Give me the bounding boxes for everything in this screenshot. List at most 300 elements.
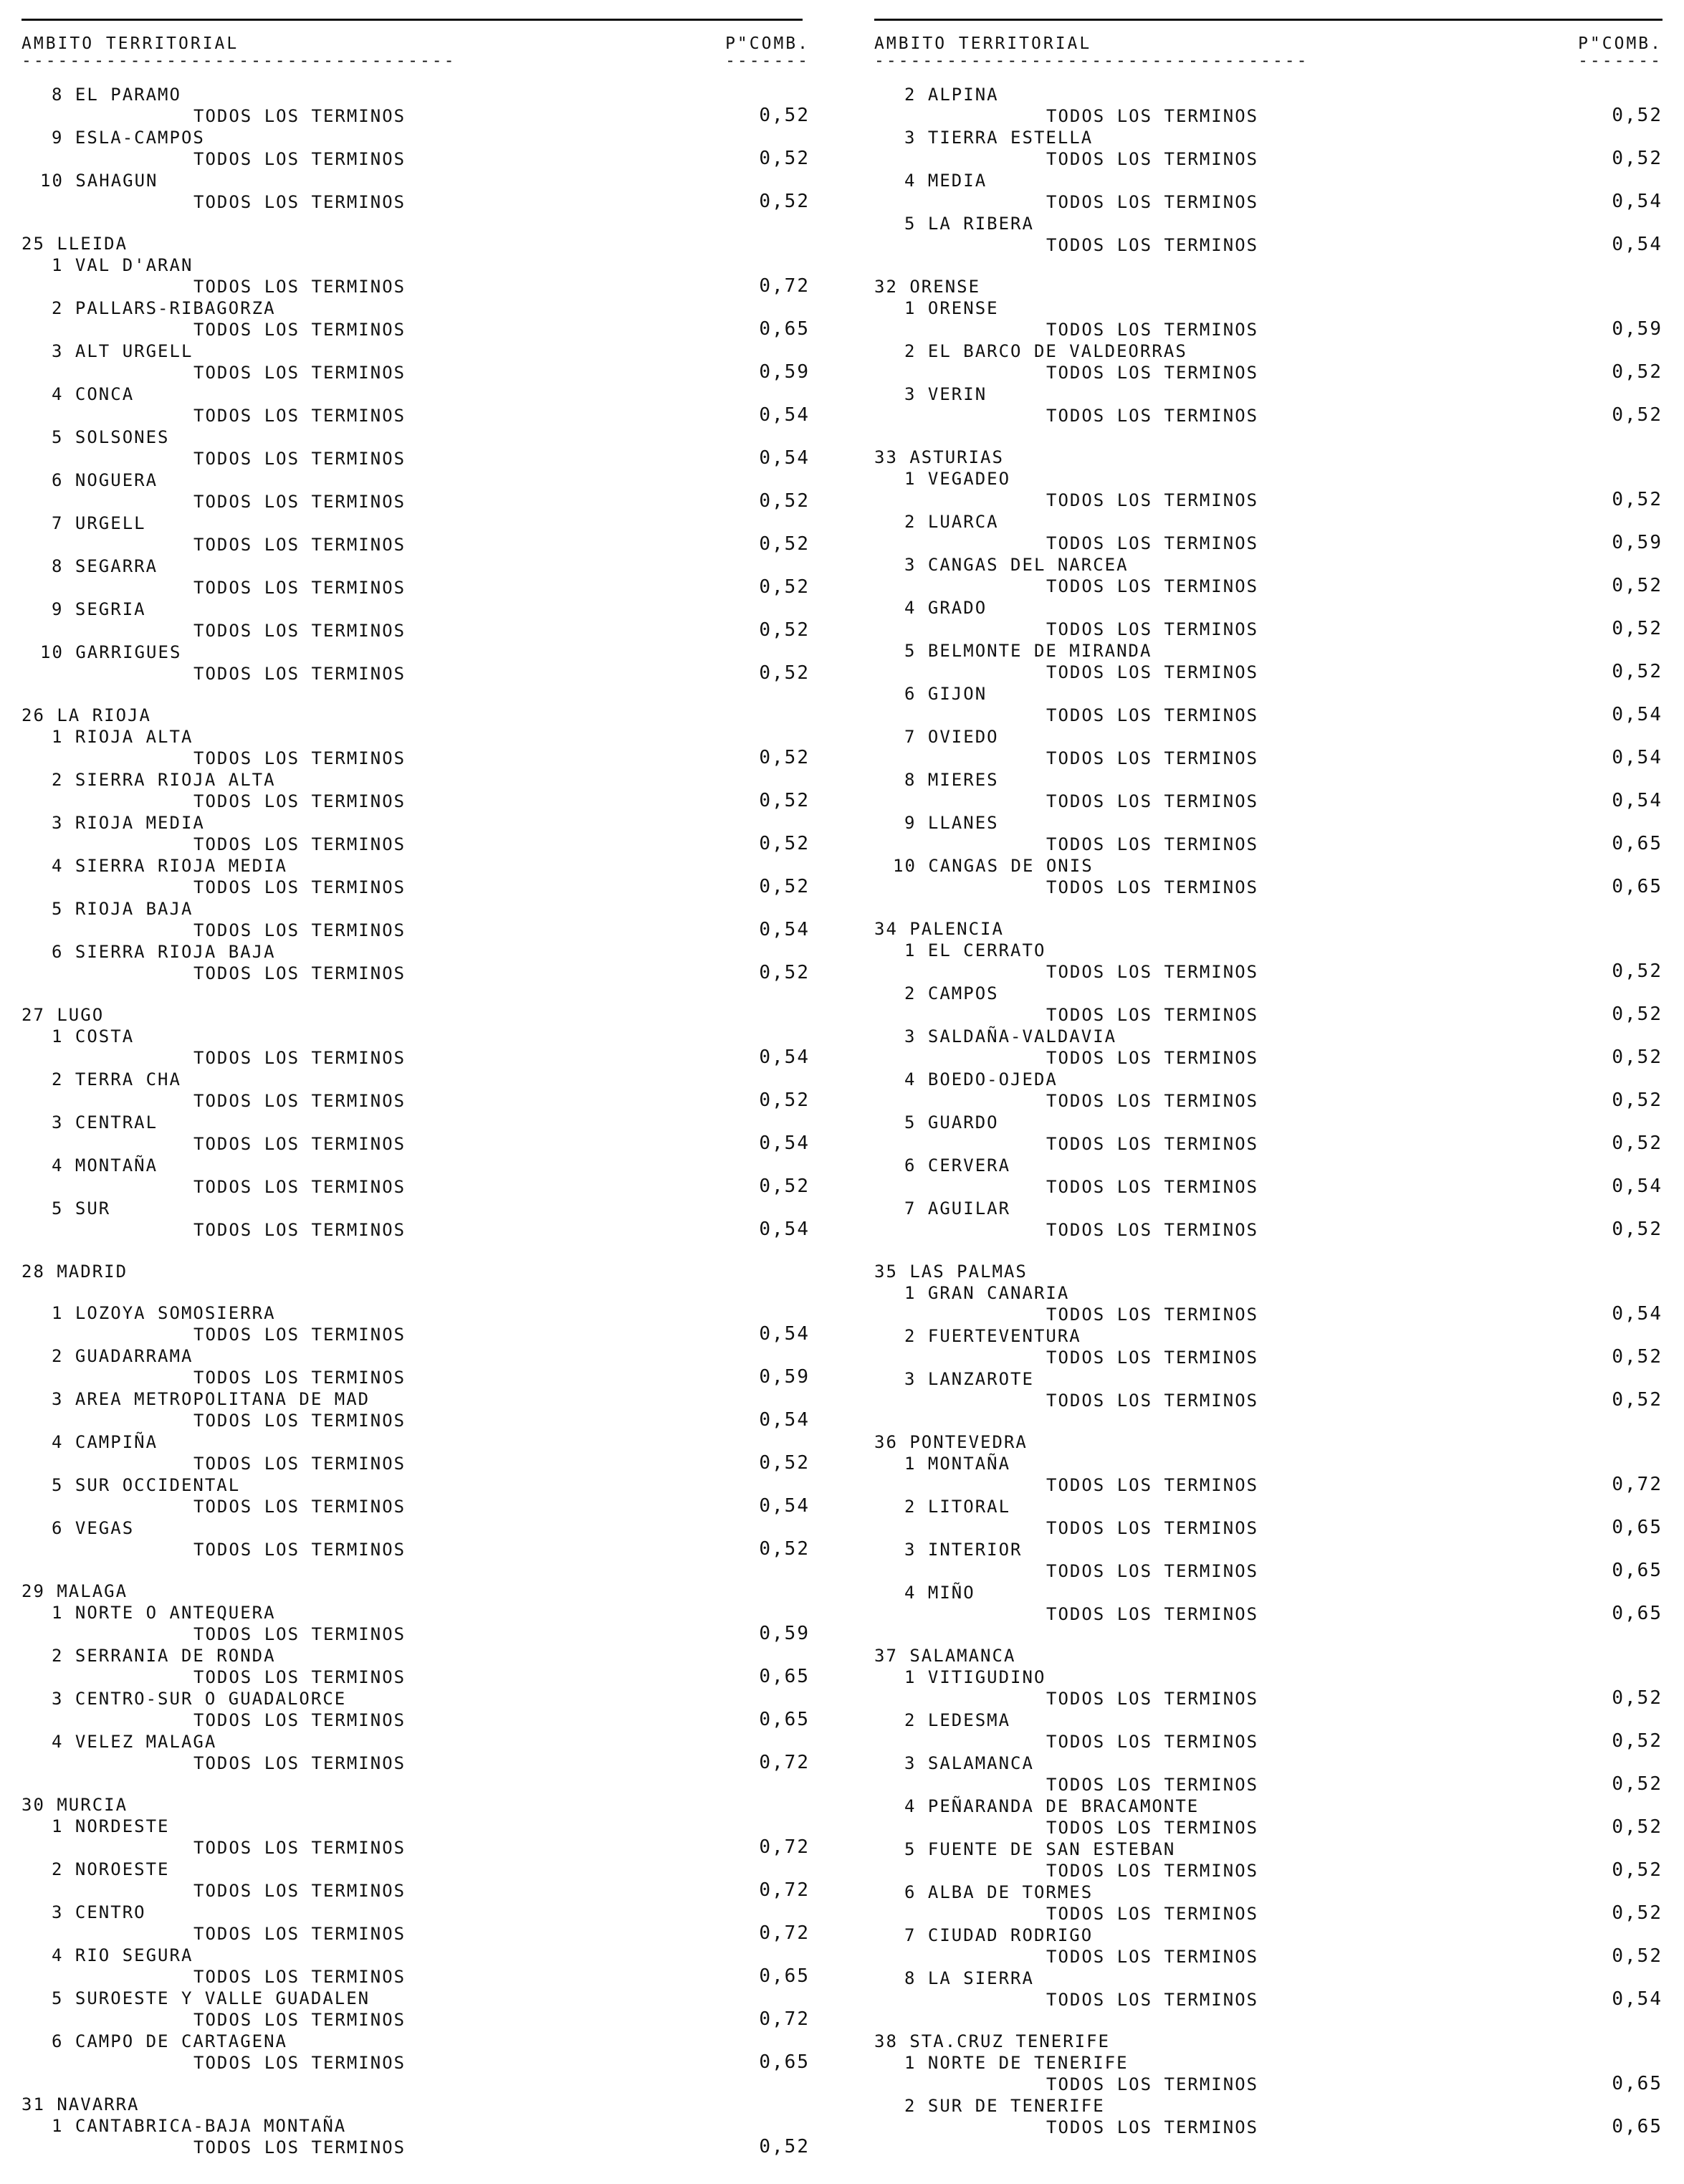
term-row <box>21 1411 817 1432</box>
term-label: TODOS LOS TERMINOS <box>193 1497 406 1517</box>
term-label: TODOS LOS TERMINOS <box>193 920 406 940</box>
term-row <box>21 149 817 171</box>
district-row <box>21 513 817 535</box>
term-label: TODOS LOS TERMINOS <box>193 1177 406 1197</box>
district-label: 9 SEGRIA <box>52 599 146 619</box>
pcomb-value: 0,54 <box>759 1323 810 1345</box>
district-row <box>874 641 1670 662</box>
term-label: TODOS LOS TERMINOS <box>193 1540 406 1560</box>
district-row <box>874 1026 1670 1048</box>
term-row <box>21 2010 817 2031</box>
term-label: TODOS LOS TERMINOS <box>193 877 406 897</box>
term-label: TODOS LOS TERMINOS <box>1046 662 1259 682</box>
term-label: TODOS LOS TERMINOS <box>1046 748 1259 768</box>
term-label: TODOS LOS TERMINOS <box>193 1220 406 1240</box>
term-label: TODOS LOS TERMINOS <box>1046 1048 1259 1068</box>
term-label: TODOS LOS TERMINOS <box>1046 235 1259 255</box>
district-label: 1 VEGADEO <box>904 469 1011 489</box>
pcomb-value: 0,54 <box>759 1409 810 1431</box>
header-pcomb: P"COMB. <box>725 34 810 53</box>
district-label: 1 NORDESTE <box>52 1816 170 1836</box>
district-row <box>21 1026 817 1048</box>
term-label: TODOS LOS TERMINOS <box>1046 1518 1259 1538</box>
district-label: 1 MONTAÑA <box>904 1454 1011 1474</box>
term-row <box>21 1540 817 1561</box>
district-label: 4 SIERRA RIOJA MEDIA <box>52 856 287 876</box>
header-dash-right: ------- <box>725 52 810 70</box>
province-heading <box>21 685 817 727</box>
term-label: TODOS LOS TERMINOS <box>193 1624 406 1644</box>
term-row <box>874 576 1670 598</box>
term-row <box>874 791 1670 813</box>
pcomb-value: 0,52 <box>1612 1003 1663 1025</box>
province-heading <box>21 985 817 1026</box>
pcomb-value: 0,52 <box>759 962 810 983</box>
term-label: TODOS LOS TERMINOS <box>1046 1990 1259 2010</box>
term-row <box>21 791 817 813</box>
term-row <box>874 1861 1670 1882</box>
province-name: 28 MADRID <box>21 1262 128 1282</box>
district-label: 7 AGUILAR <box>904 1198 1011 1219</box>
province-name: 38 STA.CRUZ TENERIFE <box>874 2031 1110 2051</box>
pcomb-value: 0,52 <box>759 1176 810 1197</box>
district-label: 4 BOEDO-OJEDA <box>904 1069 1058 1089</box>
pcomb-value: 0,65 <box>1612 876 1663 897</box>
pcomb-value: 0,72 <box>759 1922 810 1944</box>
pcomb-value: 0,52 <box>759 662 810 684</box>
pcomb-value: 0,52 <box>759 533 810 555</box>
term-row <box>21 1497 817 1518</box>
pcomb-value: 0,52 <box>1612 1346 1663 1368</box>
district-label: 5 SOLSONES <box>52 427 170 447</box>
district-row <box>21 856 817 877</box>
district-row <box>874 2096 1670 2117</box>
header-pcomb: P"COMB. <box>1578 34 1663 53</box>
term-row <box>874 1689 1670 1710</box>
pcomb-value: 0,59 <box>759 361 810 383</box>
term-label: TODOS LOS TERMINOS <box>193 1091 406 1111</box>
district-row <box>874 1968 1670 1990</box>
province-heading <box>21 2074 817 2116</box>
term-label: TODOS LOS TERMINOS <box>193 1325 406 1345</box>
district-row <box>21 85 817 106</box>
term-label: TODOS LOS TERMINOS <box>1046 576 1259 596</box>
district-label: 5 SUROESTE Y VALLE GUADALEN <box>52 1988 370 2008</box>
district-label: 5 FUENTE DE SAN ESTEBAN <box>904 1839 1176 1859</box>
term-label: TODOS LOS TERMINOS <box>1046 1348 1259 1368</box>
term-row <box>21 363 817 384</box>
district-label: 1 GRAN CANARIA <box>904 1283 1070 1303</box>
district-row <box>874 813 1670 834</box>
term-row <box>21 748 817 770</box>
pcomb-value: 0,52 <box>1612 1089 1663 1111</box>
term-row <box>21 1838 817 1859</box>
pcomb-value: 0,54 <box>1612 1303 1663 1325</box>
district-label: 2 PALLARS-RIBAGORZA <box>52 298 276 318</box>
term-row <box>21 535 817 556</box>
district-label: 2 FUERTEVENTURA <box>904 1326 1081 1346</box>
district-label: 2 TERRA CHA <box>52 1069 181 1089</box>
term-label: TODOS LOS TERMINOS <box>193 1838 406 1858</box>
district-row <box>21 1646 817 1667</box>
district-row <box>21 942 817 963</box>
district-row <box>21 1603 817 1624</box>
pcomb-value: 0,52 <box>759 105 810 126</box>
district-label: 3 CENTRO-SUR O GUADALORCE <box>52 1689 347 1709</box>
district-label: 1 ORENSE <box>904 298 999 318</box>
district-label: 4 PEÑARANDA DE BRACAMONTE <box>904 1796 1200 1816</box>
term-label: TODOS LOS TERMINOS <box>1046 1861 1259 1881</box>
term-label: TODOS LOS TERMINOS <box>1046 1775 1259 1795</box>
district-row <box>21 1732 817 1753</box>
district-row <box>21 341 817 363</box>
province-heading <box>874 2011 1670 2053</box>
district-row <box>874 298 1670 320</box>
pcomb-value: 0,52 <box>1612 575 1663 596</box>
district-label: 3 SALAMANCA <box>904 1753 1034 1773</box>
district-row <box>874 171 1670 192</box>
province-heading <box>21 1241 817 1283</box>
term-label: TODOS LOS TERMINOS <box>193 406 406 426</box>
district-row <box>21 556 817 578</box>
term-row <box>874 2074 1670 2096</box>
top-rule <box>21 19 803 21</box>
header-dash-left: ------------------------------------ <box>874 52 1309 70</box>
term-label: TODOS LOS TERMINOS <box>1046 1561 1259 1581</box>
term-label: TODOS LOS TERMINOS <box>1046 106 1259 126</box>
pcomb-value: 0,59 <box>1612 318 1663 340</box>
term-label: TODOS LOS TERMINOS <box>1046 1732 1259 1752</box>
pcomb-value: 0,52 <box>1612 361 1663 383</box>
pcomb-value: 0,65 <box>759 318 810 340</box>
term-row <box>21 664 817 685</box>
term-label: TODOS LOS TERMINOS <box>193 1134 406 1154</box>
term-row <box>874 1391 1670 1412</box>
term-row <box>21 1881 817 1902</box>
district-row <box>874 598 1670 619</box>
district-row <box>21 384 817 406</box>
pcomb-value: 0,52 <box>759 1452 810 1474</box>
pcomb-value: 0,52 <box>1612 1389 1663 1411</box>
term-label: TODOS LOS TERMINOS <box>193 1411 406 1431</box>
district-row <box>874 1839 1670 1861</box>
pcomb-value: 0,54 <box>1612 704 1663 725</box>
pcomb-value: 0,52 <box>759 1089 810 1111</box>
pcomb-value: 0,54 <box>759 1219 810 1240</box>
province-name: 37 SALAMANCA <box>874 1646 1016 1666</box>
district-label: 6 CAMPO DE CARTAGENA <box>52 2031 287 2051</box>
pcomb-value: 0,52 <box>1612 1687 1663 1709</box>
pcomb-value: 0,52 <box>1612 489 1663 510</box>
pcomb-value: 0,52 <box>759 2136 810 2157</box>
district-row <box>874 1925 1670 1947</box>
term-label: TODOS LOS TERMINOS <box>193 2053 406 2073</box>
pcomb-value: 0,65 <box>759 2051 810 2073</box>
column-body <box>21 85 817 2159</box>
pcomb-value: 0,65 <box>1612 1603 1663 1624</box>
district-label: 3 CANGAS DEL NARCEA <box>904 555 1129 575</box>
district-row <box>21 255 817 277</box>
district-label: 3 ALT URGELL <box>52 341 193 361</box>
term-label: TODOS LOS TERMINOS <box>193 192 406 212</box>
pcomb-value: 0,65 <box>759 1666 810 1687</box>
term-label: TODOS LOS TERMINOS <box>1046 1904 1259 1924</box>
term-row <box>21 277 817 298</box>
term-label: TODOS LOS TERMINOS <box>193 149 406 169</box>
district-label: 1 RIOJA ALTA <box>52 727 193 747</box>
term-row <box>874 363 1670 384</box>
term-row <box>874 1775 1670 1796</box>
district-label: 8 MIERES <box>904 770 999 790</box>
term-row <box>21 1177 817 1198</box>
district-label: 2 GUADARRAMA <box>52 1346 193 1366</box>
district-row <box>21 2116 817 2137</box>
pcomb-value: 0,72 <box>759 1836 810 1858</box>
term-label: TODOS LOS TERMINOS <box>193 1967 406 1987</box>
term-row <box>874 1561 1670 1583</box>
district-label: 3 TIERRA ESTELLA <box>904 128 1094 148</box>
term-row <box>874 1990 1670 2011</box>
district-label: 1 LOZOYA SOMOSIERRA <box>52 1303 276 1323</box>
term-row <box>21 1091 817 1112</box>
pcomb-value: 0,54 <box>759 919 810 940</box>
term-label: TODOS LOS TERMINOS <box>193 791 406 811</box>
pcomb-value: 0,52 <box>1612 1902 1663 1924</box>
province-name: 29 MALAGA <box>21 1581 128 1601</box>
pcomb-value: 0,59 <box>759 1366 810 1388</box>
pcomb-value: 0,65 <box>759 1709 810 1730</box>
district-row <box>874 2053 1670 2074</box>
province-heading <box>21 1775 817 1816</box>
district-label: 3 SALDAÑA-VALDAVIA <box>904 1026 1117 1046</box>
pcomb-value: 0,65 <box>1612 1517 1663 1538</box>
district-label: 8 LA SIERRA <box>904 1968 1034 1988</box>
district-row <box>874 856 1670 877</box>
district-label: 4 MIÑO <box>904 1583 975 1603</box>
district-row <box>874 1283 1670 1305</box>
term-row <box>874 1134 1670 1155</box>
pcomb-value: 0,59 <box>759 1623 810 1644</box>
term-label: TODOS LOS TERMINOS <box>1046 1091 1259 1111</box>
district-label: 3 CENTRAL <box>52 1112 158 1132</box>
district-row <box>21 1816 817 1838</box>
district-row <box>874 983 1670 1005</box>
district-row <box>874 469 1670 490</box>
term-row <box>874 1818 1670 1839</box>
district-label: 1 CANTABRICA-BAJA MONTAÑA <box>52 2116 347 2136</box>
term-label: TODOS LOS TERMINOS <box>193 449 406 469</box>
district-label: 2 SUR DE TENERIFE <box>904 2096 1105 2116</box>
district-label: 4 MONTAÑA <box>52 1155 158 1176</box>
term-row <box>874 748 1670 770</box>
term-label: TODOS LOS TERMINOS <box>1046 1391 1259 1411</box>
term-label: TODOS LOS TERMINOS <box>1046 619 1259 639</box>
term-label: TODOS LOS TERMINOS <box>1046 1134 1259 1154</box>
term-row <box>874 1348 1670 1369</box>
district-row <box>21 1198 817 1220</box>
province-name: 36 PONTEVEDRA <box>874 1432 1028 1452</box>
district-label: 5 GUARDO <box>904 1112 999 1132</box>
pcomb-value: 0,54 <box>1612 1988 1663 2010</box>
district-label: 2 ALPINA <box>904 85 999 105</box>
term-row <box>874 1091 1670 1112</box>
header-ambito: AMBITO TERRITORIAL <box>21 34 239 53</box>
term-row <box>21 492 817 513</box>
province-name: 25 LLEIDA <box>21 234 128 254</box>
term-label: TODOS LOS TERMINOS <box>1046 1604 1259 1624</box>
pcomb-value: 0,52 <box>1612 1816 1663 1838</box>
term-label: TODOS LOS TERMINOS <box>193 621 406 641</box>
term-row <box>874 1518 1670 1540</box>
district-row <box>874 770 1670 791</box>
pcomb-value: 0,54 <box>1612 1176 1663 1197</box>
province-name: 27 LUGO <box>21 1005 105 1025</box>
term-label: TODOS LOS TERMINOS <box>193 834 406 854</box>
district-label: 8 SEGARRA <box>52 556 158 576</box>
term-label: TODOS LOS TERMINOS <box>1046 791 1259 811</box>
district-label: 3 RIOJA MEDIA <box>52 813 205 833</box>
district-label: 6 SIERRA RIOJA BAJA <box>52 942 276 962</box>
district-row <box>21 1069 817 1091</box>
district-row <box>874 512 1670 533</box>
term-row <box>21 1624 817 1646</box>
district-label: 9 LLANES <box>904 813 999 833</box>
province-heading <box>874 427 1670 469</box>
term-row <box>21 1325 817 1346</box>
district-row <box>874 1882 1670 1904</box>
district-label: 1 VAL D'ARAN <box>52 255 193 275</box>
district-row <box>21 727 817 748</box>
term-row <box>21 2137 817 2159</box>
pcomb-value: 0,65 <box>1612 2116 1663 2137</box>
term-label: TODOS LOS TERMINOS <box>193 1368 406 1388</box>
district-row <box>874 1454 1670 1475</box>
district-row <box>874 1326 1670 1348</box>
pcomb-value: 0,52 <box>759 1538 810 1560</box>
pcomb-value: 0,54 <box>1612 191 1663 212</box>
district-label: 1 EL CERRATO <box>904 940 1046 960</box>
term-row <box>874 406 1670 427</box>
term-label: TODOS LOS TERMINOS <box>193 1710 406 1730</box>
term-row <box>874 1305 1670 1326</box>
district-row <box>874 1112 1670 1134</box>
district-row <box>874 1198 1670 1220</box>
pcomb-value: 0,72 <box>1612 1474 1663 1495</box>
district-label: 7 URGELL <box>52 513 146 533</box>
term-label: TODOS LOS TERMINOS <box>1046 834 1259 854</box>
district-row <box>21 1112 817 1134</box>
district-row <box>874 1667 1670 1689</box>
district-row <box>874 1710 1670 1732</box>
district-row <box>874 1540 1670 1561</box>
district-row <box>21 128 817 149</box>
district-row <box>21 899 817 920</box>
district-label: 1 NORTE DE TENERIFE <box>904 2053 1129 2073</box>
pcomb-value: 0,52 <box>759 490 810 512</box>
term-row <box>21 406 817 427</box>
spacer <box>21 1283 817 1303</box>
pcomb-value: 0,52 <box>759 576 810 598</box>
term-row <box>21 320 817 341</box>
district-row <box>874 384 1670 406</box>
term-row <box>874 1475 1670 1497</box>
district-row <box>21 1389 817 1411</box>
district-label: 4 MEDIA <box>904 171 987 191</box>
pcomb-value: 0,52 <box>759 619 810 641</box>
term-row <box>21 877 817 899</box>
pcomb-value: 0,54 <box>759 404 810 426</box>
pcomb-value: 0,54 <box>1612 747 1663 768</box>
district-label: 10 SAHAGUN <box>40 171 158 191</box>
pcomb-value: 0,52 <box>759 747 810 768</box>
term-label: TODOS LOS TERMINOS <box>1046 1475 1259 1495</box>
province-name: 33 ASTURIAS <box>874 447 1004 467</box>
term-label: TODOS LOS TERMINOS <box>1046 2117 1259 2137</box>
term-row <box>21 192 817 214</box>
province-name: 31 NAVARRA <box>21 2094 140 2114</box>
district-label: 6 CERVERA <box>904 1155 1011 1176</box>
term-label: TODOS LOS TERMINOS <box>1046 705 1259 725</box>
district-label: 2 CAMPOS <box>904 983 999 1003</box>
pcomb-value: 0,59 <box>1612 532 1663 553</box>
district-row <box>21 1303 817 1325</box>
term-row <box>21 1753 817 1775</box>
term-label: TODOS LOS TERMINOS <box>1046 877 1259 897</box>
term-row <box>874 320 1670 341</box>
province-heading <box>21 1561 817 1603</box>
term-row <box>874 533 1670 555</box>
term-label: TODOS LOS TERMINOS <box>1046 1177 1259 1197</box>
district-label: 6 ALBA DE TORMES <box>904 1882 1094 1902</box>
district-row <box>874 1796 1670 1818</box>
term-label: TODOS LOS TERMINOS <box>193 748 406 768</box>
term-row <box>21 106 817 128</box>
term-row <box>874 662 1670 684</box>
term-label: TODOS LOS TERMINOS <box>193 2010 406 2030</box>
pcomb-value: 0,52 <box>1612 618 1663 639</box>
district-row <box>21 642 817 664</box>
district-label: 7 CIUDAD RODRIGO <box>904 1925 1094 1945</box>
province-name: 32 ORENSE <box>874 277 981 297</box>
district-row <box>21 1475 817 1497</box>
term-label: TODOS LOS TERMINOS <box>193 1048 406 1068</box>
pcomb-value: 0,72 <box>759 1879 810 1901</box>
district-row <box>21 770 817 791</box>
term-row <box>874 235 1670 257</box>
district-label: 2 EL BARCO DE VALDEORRAS <box>904 341 1187 361</box>
term-label: TODOS LOS TERMINOS <box>1046 533 1259 553</box>
term-row <box>874 106 1670 128</box>
district-row <box>21 599 817 621</box>
district-label: 3 INTERIOR <box>904 1540 1023 1560</box>
district-row <box>874 128 1670 149</box>
province-heading <box>874 1412 1670 1454</box>
pcomb-value: 0,65 <box>1612 1560 1663 1581</box>
term-row <box>874 1005 1670 1026</box>
district-row <box>21 1432 817 1454</box>
term-row <box>874 705 1670 727</box>
pcomb-value: 0,54 <box>759 447 810 469</box>
term-label: TODOS LOS TERMINOS <box>1046 962 1259 982</box>
term-row <box>874 1177 1670 1198</box>
term-row <box>874 1947 1670 1968</box>
district-label: 5 RIOJA BAJA <box>52 899 193 919</box>
district-row <box>21 1902 817 1924</box>
term-label: TODOS LOS TERMINOS <box>1046 192 1259 212</box>
pcomb-value: 0,52 <box>1612 1730 1663 1752</box>
district-label: 2 LEDESMA <box>904 1710 1011 1730</box>
district-row <box>21 470 817 492</box>
